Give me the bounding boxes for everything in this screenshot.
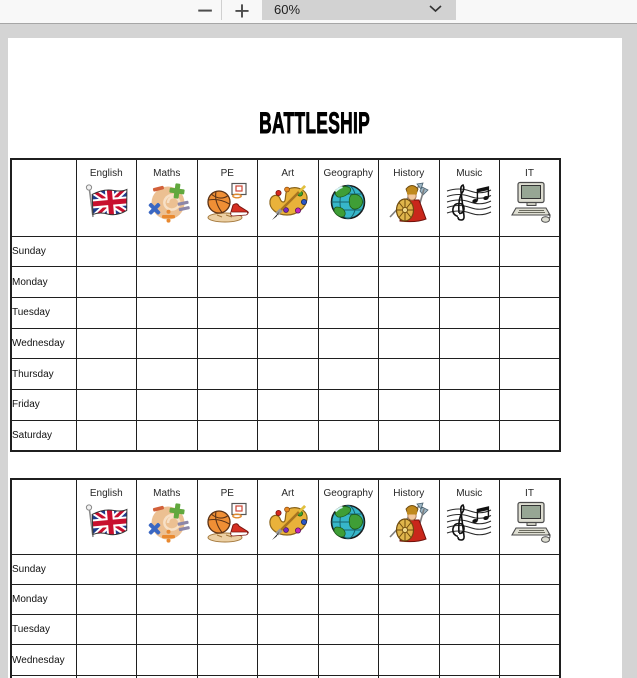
grid-cell bbox=[137, 615, 198, 645]
chevron-down-icon bbox=[429, 5, 442, 13]
corner-cell bbox=[11, 159, 76, 236]
paint-palette-icon bbox=[265, 181, 311, 223]
grid-cell bbox=[379, 615, 440, 645]
grid-cell bbox=[379, 297, 440, 328]
grid-cell bbox=[137, 236, 198, 267]
zoom-level-value: 60% bbox=[274, 2, 301, 17]
grid-cell bbox=[379, 359, 440, 390]
grid-cell bbox=[137, 359, 198, 390]
subject-header-maths bbox=[137, 479, 198, 554]
grid-cell bbox=[137, 645, 198, 675]
grid-cell bbox=[318, 420, 379, 451]
grid-cell bbox=[500, 236, 561, 267]
day-label: Sunday bbox=[11, 236, 76, 267]
grid-cell bbox=[500, 267, 561, 298]
grid-cell bbox=[500, 420, 561, 451]
grid-cell bbox=[439, 554, 500, 584]
subject-header-it bbox=[500, 479, 561, 554]
subject-label: History bbox=[393, 168, 425, 179]
grid-cell bbox=[379, 584, 440, 614]
grid-cell bbox=[379, 328, 440, 359]
grid-cell bbox=[76, 236, 137, 267]
grid-cell bbox=[318, 236, 379, 267]
subject-header-english bbox=[76, 159, 137, 236]
grid-cell bbox=[76, 645, 137, 675]
day-label: Monday bbox=[11, 267, 76, 298]
grid-cell bbox=[76, 615, 137, 645]
day-label: Sunday bbox=[11, 554, 76, 584]
subject-header-it bbox=[500, 159, 561, 236]
day-label: Saturday bbox=[11, 420, 76, 451]
day-label: Monday bbox=[11, 584, 76, 614]
grid-cell bbox=[197, 420, 258, 451]
grid-cell bbox=[258, 615, 319, 645]
day-label: Thursday bbox=[11, 359, 76, 390]
grid-cell bbox=[439, 359, 500, 390]
grid-cell bbox=[76, 297, 137, 328]
subject-header-maths bbox=[137, 159, 198, 236]
grid-cell bbox=[500, 297, 561, 328]
zoom-level-select[interactable] bbox=[262, 0, 456, 20]
grid-cell bbox=[258, 554, 319, 584]
uk-flag-icon bbox=[83, 501, 129, 541]
day-label: Tuesday bbox=[11, 615, 76, 645]
computer-icon bbox=[507, 181, 553, 223]
basketball-icon bbox=[203, 181, 251, 223]
grid-cell bbox=[76, 328, 137, 359]
grid-cell bbox=[197, 328, 258, 359]
uk-flag-icon bbox=[83, 181, 129, 221]
grid-cell bbox=[318, 359, 379, 390]
subject-header-art bbox=[258, 159, 319, 236]
grid-cell bbox=[197, 615, 258, 645]
globe-icon bbox=[326, 181, 370, 223]
grid-cell bbox=[258, 645, 319, 675]
subject-header-pe bbox=[197, 159, 258, 236]
subject-label: Maths bbox=[153, 168, 181, 179]
subject-header-music bbox=[439, 479, 500, 554]
subject-label: PE bbox=[220, 488, 234, 499]
subject-label: Geography bbox=[323, 488, 373, 499]
grid-cell bbox=[500, 328, 561, 359]
grid-cell bbox=[197, 297, 258, 328]
battleship-grid-1 bbox=[10, 158, 561, 452]
grid-cell bbox=[500, 554, 561, 584]
subject-label: English bbox=[89, 488, 123, 499]
subject-label: Music bbox=[456, 168, 483, 179]
grid-cell bbox=[258, 328, 319, 359]
maths-symbols-icon bbox=[144, 181, 190, 223]
grid-cell bbox=[439, 584, 500, 614]
subject-label: Art bbox=[281, 488, 295, 499]
grid-cell bbox=[76, 359, 137, 390]
subject-header-geography bbox=[318, 159, 379, 236]
grid-cell bbox=[500, 584, 561, 614]
grid-cell bbox=[258, 297, 319, 328]
grid-cell bbox=[258, 584, 319, 614]
grid-cell bbox=[197, 554, 258, 584]
subject-label: Music bbox=[456, 488, 483, 499]
grid-cell bbox=[439, 328, 500, 359]
subject-header-english bbox=[76, 479, 137, 554]
battleship-grid-2 bbox=[10, 478, 561, 678]
grid-cell bbox=[258, 267, 319, 298]
grid-cell bbox=[379, 236, 440, 267]
grid-cell bbox=[318, 328, 379, 359]
grid-cell bbox=[137, 420, 198, 451]
grid-cell bbox=[137, 328, 198, 359]
grid-cell bbox=[500, 359, 561, 390]
grid-cell bbox=[439, 615, 500, 645]
grid-cell bbox=[439, 236, 500, 267]
subject-label: IT bbox=[525, 168, 534, 179]
grid-cell bbox=[258, 236, 319, 267]
page-title: BATTLESHIP bbox=[259, 107, 371, 140]
grid-cell bbox=[137, 554, 198, 584]
globe-icon bbox=[326, 501, 370, 543]
subject-header-history bbox=[379, 479, 440, 554]
grid-cell bbox=[500, 389, 561, 420]
grid-cell bbox=[318, 297, 379, 328]
grid-cell bbox=[318, 615, 379, 645]
day-label: Tuesday bbox=[11, 297, 76, 328]
grid-cell bbox=[318, 554, 379, 584]
maths-symbols-icon bbox=[144, 501, 190, 543]
subject-header-music bbox=[439, 159, 500, 236]
grid-cell bbox=[197, 584, 258, 614]
grid-cell bbox=[76, 584, 137, 614]
grid-cell bbox=[137, 584, 198, 614]
subject-label: Maths bbox=[153, 488, 181, 499]
grid-cell bbox=[76, 267, 137, 298]
roman-soldier-icon bbox=[386, 181, 432, 223]
grid-cell bbox=[439, 420, 500, 451]
grid-cell bbox=[439, 645, 500, 675]
paint-palette-icon bbox=[265, 501, 311, 543]
zoom-toolbar bbox=[0, 0, 637, 24]
subject-label: English bbox=[89, 168, 123, 179]
grid-cell bbox=[379, 554, 440, 584]
grid-cell bbox=[258, 420, 319, 451]
subject-header-pe bbox=[197, 479, 258, 554]
grid-cell bbox=[318, 584, 379, 614]
grid-cell bbox=[379, 645, 440, 675]
grid-cell bbox=[318, 267, 379, 298]
grid-cell bbox=[76, 420, 137, 451]
day-label: Wednesday bbox=[11, 328, 76, 359]
grid-cell bbox=[318, 389, 379, 420]
grid-cell bbox=[76, 389, 137, 420]
zoom-in-button[interactable]: + bbox=[227, 0, 257, 22]
zoom-out-button[interactable]: − bbox=[190, 0, 220, 22]
corner-cell bbox=[11, 479, 76, 554]
grid-cell bbox=[500, 615, 561, 645]
grid-cell bbox=[258, 389, 319, 420]
subject-label: PE bbox=[220, 168, 234, 179]
grid-cell bbox=[197, 236, 258, 267]
grid-cell bbox=[439, 389, 500, 420]
music-staff-icon bbox=[445, 501, 493, 541]
grid-cell bbox=[137, 297, 198, 328]
grid-cell bbox=[500, 645, 561, 675]
computer-icon bbox=[507, 501, 553, 543]
subject-label: History bbox=[393, 488, 425, 499]
subject-label: Geography bbox=[323, 168, 373, 179]
subject-header-art bbox=[258, 479, 319, 554]
roman-soldier-icon bbox=[386, 501, 432, 543]
subject-label: Art bbox=[281, 168, 295, 179]
grid-cell bbox=[197, 359, 258, 390]
basketball-icon bbox=[203, 501, 251, 543]
document-page bbox=[8, 38, 622, 678]
grid-cell bbox=[379, 420, 440, 451]
grid-cell bbox=[137, 267, 198, 298]
day-label: Wednesday bbox=[11, 645, 76, 675]
subject-label: IT bbox=[525, 488, 534, 499]
grid-cell bbox=[439, 267, 500, 298]
subject-header-geography bbox=[318, 479, 379, 554]
grid-cell bbox=[379, 389, 440, 420]
toolbar-separator bbox=[221, 0, 222, 20]
music-staff-icon bbox=[445, 181, 493, 221]
grid-cell bbox=[197, 389, 258, 420]
grid-cell bbox=[197, 267, 258, 298]
grid-cell bbox=[379, 267, 440, 298]
grid-cell bbox=[439, 297, 500, 328]
grid-cell bbox=[76, 554, 137, 584]
day-label: Friday bbox=[11, 389, 76, 420]
grid-cell bbox=[258, 359, 319, 390]
subject-header-history bbox=[379, 159, 440, 236]
grid-cell bbox=[318, 645, 379, 675]
grid-cell bbox=[197, 645, 258, 675]
grid-cell bbox=[137, 389, 198, 420]
